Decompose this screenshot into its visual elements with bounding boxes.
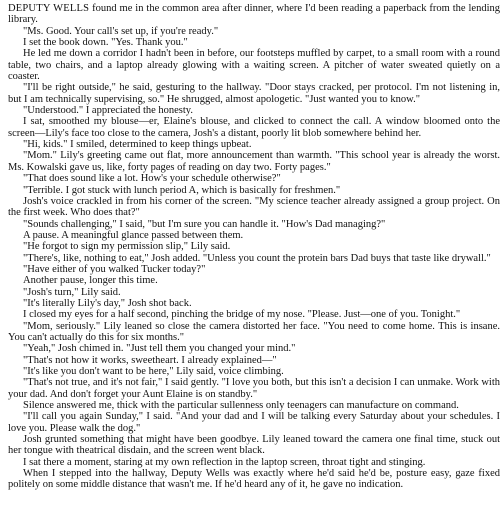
paragraph: "That does sound like a lot. How's your schedule otherwise?" (23, 173, 281, 185)
paragraph: Josh grunted something that might have been goodbye. Lily leaned toward the camera one final time, stuck out her tongue with theatrical disdain, and the screen went black. (8, 434, 500, 457)
opening-paragraph-text: found me in the common area after dinner, where I'd been reading a paperback from the lending library. (8, 3, 500, 26)
paragraph: "There's, like, nothing to eat," Josh added. "Unless you count the protein bars Dad buys that taste like drywall." (23, 252, 491, 264)
paragraph: "Understood." I appreciated the honesty. (23, 105, 194, 117)
paragraph: "Yeah," Josh chimed in. "Just tell them you changed your mind." (23, 343, 296, 355)
opening-paragraph (8, 3, 500, 26)
paragraph: "It's like you don't want to be here," Lily said, voice climbing. (23, 366, 284, 377)
paragraph: He led me down a corridor I hadn't been in before, our footsteps muffled by carpet, to a small room with a round table, two chairs, and a laptop already glowing with a waiting screen. A pitcher of water sweated quietly on a coaster. (8, 48, 500, 83)
paragraph: "It's literally Lily's day," Josh shot back. (23, 297, 192, 309)
paragraph: "That's not true, and it's not fair," I said gently. "I love you both, but this isn't a decision I can unmake. Work with your dad. And don't forget your Aunt Elaine is on standby." (8, 377, 500, 400)
paragraph: Josh's voice crackled in from his corner of the screen. "My science teacher already assigned a group project. On the first week. Who does that?" (8, 195, 500, 219)
paragraph: "I'll call you again Sunday," I said. "And your dad and I will be talking every Saturday about your schedules. I love you. Please walk the dog." (8, 411, 500, 434)
paragraph: I set the book down. "Yes. Thank you." (23, 37, 188, 49)
paragraph: "Mom." Lily's greeting came out flat, more announcement than warmth. "This school year is already the worst. Ms. Kowalski gave us, like, forty pages of reading on day two. Forty pages." (8, 150, 500, 173)
paragraph: Silence answered me, thick with the particular sullenness only teenagers can manufacture on command. (23, 400, 459, 412)
paragraph: Another pause, longer this time. (23, 275, 158, 287)
opening-name-smallcaps: DEPUTY WELLS (8, 3, 90, 14)
paragraph: I sat, smoothed my blouse—er, Elaine's blouse, and clicked to connect the call. A window bloomed onto the screen—Lily's face too close to the camera, Josh's a distant, poorly lit blob somewhere behind her. (8, 116, 500, 139)
paragraph: "That's not how it works, sweetheart. I already explained—" (23, 354, 277, 366)
paragraph: "Sounds challenging," I said, "but I'm sure you can handle it. "How's Dad managing?" (23, 218, 386, 230)
paragraph: "He forgot to sign my permission slip," Lily said. (23, 241, 231, 253)
paragraph: I closed my eyes for a half second, pinching the bridge of my nose. "Please. Just—one of you. Tonight." (23, 309, 461, 321)
paragraph: "Hi, kids." I smiled, determined to keep things upbeat. (23, 139, 252, 151)
paragraph: "Mom, seriously." Lily leaned so close the camera distorted her face. "You need to come home. This is insane. You can't actually do this for six months." (8, 320, 500, 343)
paragraph: I sat there a moment, staring at my own reflection in the laptop screen, throat tight and stinging. (23, 456, 426, 468)
paragraph: A pause. A meaningful glance passed between them. (23, 229, 244, 241)
paragraph: When I stepped into the hallway, Deputy Wells was exactly where he'd said he'd be, posture easy, gaze fixed politely on some middle distance that wasn't me. If he'd heard any of it, he gave no indication. (8, 468, 500, 491)
paragraph: "Ms. Good. Your call's set up, if you're ready." (23, 25, 219, 37)
paragraph: "Terrible. I got stuck with lunch period A, which is basically for freshmen." (23, 184, 341, 196)
paragraph: "Josh's turn," Lily said. (23, 286, 121, 298)
paragraph: "I'll be right outside," he said, gesturing to the hallway. "Door stays cracked, per protocol. I'm not listening in, but I am technically supervising, so." He shrugged, almost apologetic. "Just wanted you to know." (8, 82, 500, 105)
paragraph: "Have either of you walked Tucker today?" (23, 263, 206, 275)
